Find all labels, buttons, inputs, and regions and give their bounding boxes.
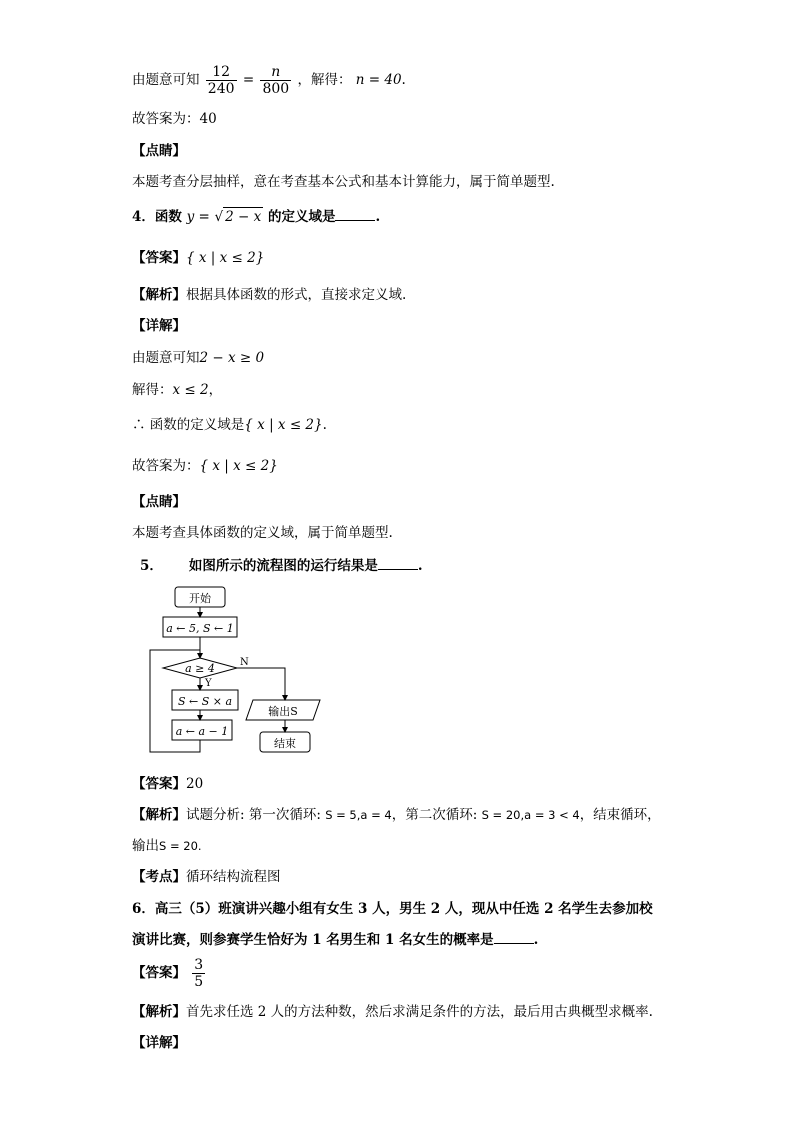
fraction-12-240: $\frac{12}{240}$ bbox=[207, 64, 235, 97]
flow-dec-label: a ← a − 1 bbox=[175, 725, 229, 738]
flowchart bbox=[145, 584, 345, 759]
answer-line-q3: 由题意可知 $\frac{12}{240}$ = $\frac{n}{800}$ ，解得： n = 40. bbox=[132, 64, 406, 97]
fraction-n-800: $\frac{n}{800}$ bbox=[262, 64, 290, 97]
flow-no-label: N bbox=[240, 657, 249, 668]
math-y: y = bbox=[186, 209, 210, 225]
section-tag: 【详解】 bbox=[132, 318, 186, 334]
flow-cond-label: a ≥ 4 bbox=[185, 662, 215, 675]
question-6-line-1: 6．高三（5）班演讲兴趣小组有女生 3 人，男生 2 人，现从中任选 2 名学生去参加校 bbox=[132, 901, 653, 917]
answer-line-q4: 【答案】{ x | x ≤ 2} bbox=[132, 250, 265, 266]
detail-line-4: 故答案为：{ x | x ≤ 2} bbox=[132, 458, 278, 474]
topic-line-q5: 【考点】循环结构流程图 bbox=[132, 869, 281, 885]
section-tag: 【详解】 bbox=[132, 1035, 186, 1051]
question-5: 5． 如图所示的流程图的运行结果是 . bbox=[140, 558, 423, 574]
analysis-line-q6: 【解析】首先求任选 2 人的方法种数，然后求满足条件的方法，最后用古典概型求概率. bbox=[132, 1004, 653, 1020]
answer-blank bbox=[494, 931, 534, 944]
question-4: 4．函数 y = √ 2 − x 的定义域是 . bbox=[132, 209, 381, 225]
flow-output-label: 输出S bbox=[268, 705, 298, 718]
detail-line-1: 由题意可知2 − x ≥ 0 bbox=[132, 350, 265, 366]
answer-blank bbox=[335, 208, 375, 221]
analysis-line-q4: 【解析】根据具体函数的形式，直接求定义域. bbox=[132, 287, 407, 303]
math-set: { x | x ≤ 2} bbox=[186, 250, 265, 266]
math-result: n = 40 bbox=[355, 72, 402, 88]
analysis-line-q5-2: 输出S = 20. bbox=[132, 838, 202, 854]
answer-blank bbox=[378, 557, 418, 570]
answer-q3: 故答案为：40 bbox=[132, 111, 217, 127]
text: ，解得： bbox=[297, 72, 352, 88]
flow-init-label: a ← 5, S ← 1 bbox=[166, 622, 234, 635]
flow-end-label: 结束 bbox=[274, 737, 296, 750]
detail-line-2: 解得：x ≤ 2， bbox=[132, 382, 223, 398]
answer-line-q6: 【答案】 $\frac{3}{5}$ bbox=[132, 957, 204, 990]
flow-mult-label: S ← S × a bbox=[177, 695, 233, 708]
flow-yes-label: Y bbox=[205, 678, 212, 689]
section-tag: 【点睛】 bbox=[132, 494, 186, 510]
detail-line-3: ∴ 函数的定义域是{ x | x ≤ 2}. bbox=[132, 417, 327, 433]
section-tag: 【点睛】 bbox=[132, 143, 186, 159]
fraction-3-5: $\frac{3}{5}$ bbox=[194, 957, 204, 990]
equals: = bbox=[242, 72, 255, 88]
flow-start-label: 开始 bbox=[189, 592, 211, 605]
text: 由题意可知 bbox=[132, 72, 200, 88]
answer-line-q5: 【答案】20 bbox=[132, 776, 204, 792]
analysis-line-q5: 【解析】试题分析: 第一次循环: S = 5,a = 4，第二次循环: S = 20,a = 3 < 4，结束循环， bbox=[132, 807, 661, 823]
sqrt-expression: √ 2 − x bbox=[214, 209, 262, 225]
summary-q4: 本题考查具体函数的定义域，属于简单题型. bbox=[132, 525, 393, 541]
question-6-line-2: 演讲比赛，则参赛学生恰好为 1 名男生和 1 名女生的概率是 . bbox=[132, 932, 539, 948]
summary-q3: 本题考查分层抽样，意在考查基本公式和基本计算能力，属于简单题型. bbox=[132, 174, 555, 190]
